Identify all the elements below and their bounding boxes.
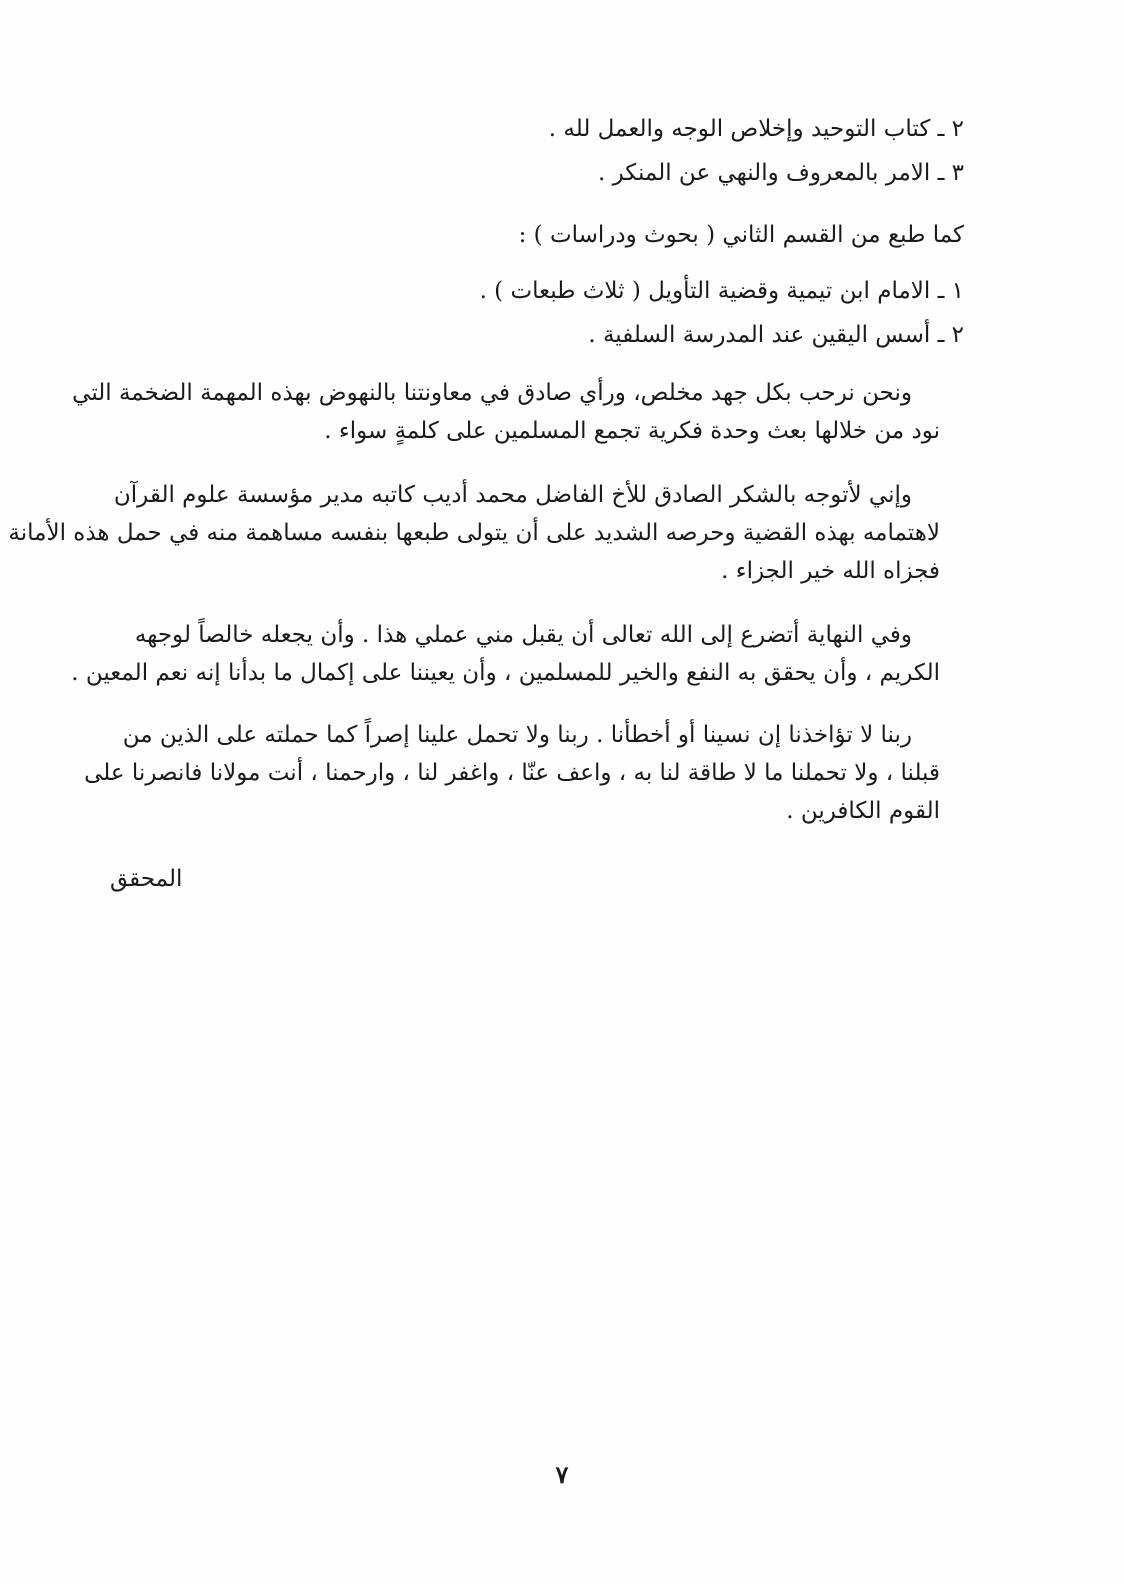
list-two-item-1: ١ ـ الامام ابن تيمية وقضية التأويل ( ثلاث طبعات ) . — [479, 278, 964, 304]
paragraph-line: قبلنا ، ولا تحملنا ما لا طاقة لنا به ، واعف عنّا ، واغفر لنا ، وارحمنا ، أنت مولانا فانصرنا على — [84, 760, 940, 786]
paragraph-thanks — [8, 476, 966, 590]
paragraph-line: ربنا لا تؤاخذنا إن نسينا أو أخطأنا . ربنا ولا تحمل علينا إصراً كما حملته على الذين من — [122, 722, 912, 748]
paragraph-support — [16, 374, 966, 450]
paragraph-line: فجزاه الله خير الجزاء . — [721, 558, 940, 584]
section-intro: كما طبع من القسم الثاني ( بحوث ودراسات ) : — [518, 222, 964, 248]
list-one-item-3: ٣ ـ الامر بالمعروف والنهي عن المنكر . — [597, 160, 964, 186]
paragraph-line: القوم الكافرين . — [786, 798, 940, 824]
paragraph-line: الكريم ، وأن يحقق به النفع والخير للمسلمين ، وأن يعيننا على إكمال ما بدأنا إنه نعم المعين . — [71, 660, 940, 686]
paragraph-line: لاهتمامه بهذه القضية وحرصه الشديد على أن يتولى طبعها بنفسه مساهمة منه في حمل هذه الأمانة — [8, 520, 940, 546]
paragraph-supplication — [16, 616, 966, 692]
list-two-item-2: ٢ ـ أسس اليقين عند المدرسة السلفية . — [588, 322, 964, 348]
paragraph-line: وإني لأتوجه بالشكر الصادق للأخ الفاضل محمد أديب كاتبه مدير مؤسسة علوم القرآن — [113, 482, 912, 508]
signature: المحقق — [110, 866, 183, 892]
page-number: ٧ — [555, 1460, 569, 1489]
paragraph-line: ونحن نرحب بكل جهد مخلص، ورأي صادق في معاونتنا بالنهوض بهذه المهمة الضخمة التي — [72, 380, 912, 406]
list-one-item-2: ٢ ـ كتاب التوحيد وإخلاص الوجه والعمل لله . — [548, 116, 964, 142]
paragraph-prayer — [16, 716, 966, 830]
paragraph-line: نود من خلالها بعث وحدة فكرية تجمع المسلمين على كلمةٍ سواء . — [324, 418, 940, 444]
paragraph-line: وفي النهاية أتضرع إلى الله تعالى أن يقبل مني عملي هذا . وأن يجعله خالصاً لوجهه — [134, 622, 912, 648]
